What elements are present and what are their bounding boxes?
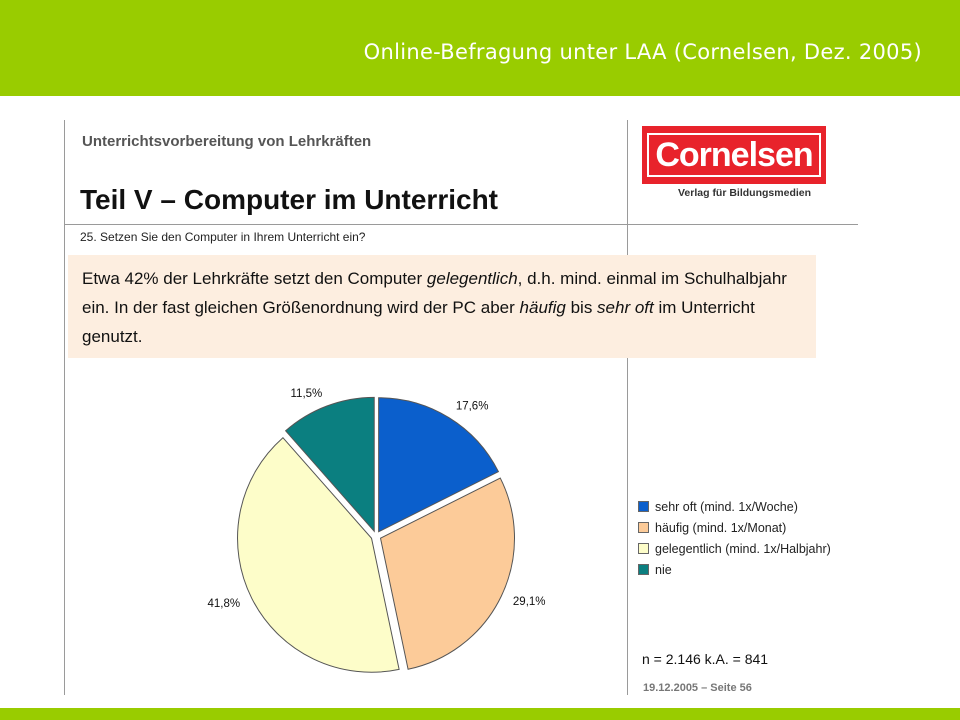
pie-label-gelegentlich: 41,8%	[207, 598, 241, 611]
pie-label-sehr-oft: 17,6%	[455, 400, 489, 413]
summary-part-4: im Unterricht genutzt.	[82, 298, 755, 346]
header-divider	[64, 224, 858, 225]
report-subtitle: Unterrichtsvorbereitung von Lehrkräften	[82, 133, 372, 150]
summary-emphasis-2: häufig	[519, 298, 566, 317]
logo-tagline: Verlag für Bildungsmedien	[678, 187, 812, 199]
legend-item-nie	[638, 559, 831, 580]
summary-part-3: bis	[565, 298, 598, 317]
legend-label-nie: nie	[655, 562, 672, 577]
summary-part-1: Etwa 42% der Lehrkräfte setzt den Computer	[82, 269, 427, 288]
section-title: Teil V – Computer im Unterricht	[80, 184, 498, 215]
cornelsen-logo	[642, 126, 826, 184]
pie-label-nie: 11,5%	[290, 387, 323, 400]
pie-label-haeufig: 29,1%	[512, 596, 546, 609]
left-divider	[64, 120, 65, 695]
bottom-banner	[0, 708, 960, 720]
pie-slice-gelegentlich	[238, 438, 400, 673]
sample-size: n = 2.146 k.A. = 841	[642, 651, 769, 667]
legend-swatch-haeufig	[638, 522, 649, 533]
summary-box	[68, 255, 816, 358]
top-banner	[0, 0, 960, 96]
chart-legend	[638, 496, 831, 580]
right-divider	[627, 120, 628, 695]
legend-label-haeufig: häufig (mind. 1x/Monat)	[655, 520, 787, 535]
pie-chart	[200, 380, 570, 690]
logo-frame	[647, 133, 820, 177]
legend-swatch-sehr-oft	[638, 501, 649, 512]
legend-swatch-gelegentlich	[638, 543, 649, 554]
slide-title: Online-Befragung unter LAA (Cornelsen, Dez. 2005)	[363, 40, 922, 64]
footer-date-page: 19.12.2005 – Seite 56	[643, 682, 752, 694]
legend-item-sehr-oft	[638, 496, 831, 517]
legend-item-haeufig	[638, 517, 831, 538]
summary-emphasis-3: sehr oft	[597, 298, 654, 317]
summary-emphasis-1: gelegentlich	[426, 269, 518, 288]
summary-part-2: , d.h. mind. einmal im Schulhalbjahr ein. In der fast gleichen Größenordnung wird der PC aber	[82, 269, 787, 317]
legend-item-gelegentlich	[638, 538, 831, 559]
survey-question: 25. Setzen Sie den Computer in Ihrem Unterricht ein?	[80, 230, 366, 244]
legend-label-sehr-oft: sehr oft (mind. 1x/Woche)	[655, 499, 798, 514]
legend-label-gelegentlich: gelegentlich (mind. 1x/Halbjahr)	[655, 541, 831, 556]
logo-wordmark: Cornelsen	[655, 136, 813, 174]
legend-swatch-nie	[638, 564, 649, 575]
summary-text	[82, 264, 812, 351]
